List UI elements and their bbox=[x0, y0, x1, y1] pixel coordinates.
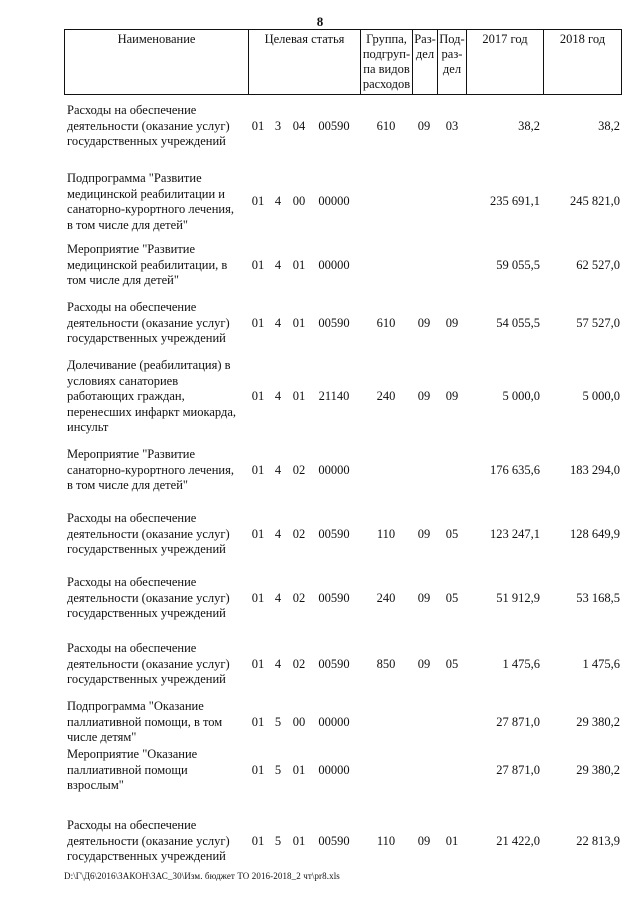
row-name-line: деятельности (оказание услуг) bbox=[67, 526, 230, 541]
row-name bbox=[67, 575, 247, 622]
section-code: 09 bbox=[417, 833, 431, 848]
target-code-event: 01 bbox=[292, 315, 306, 330]
row-name-line: Расходы на обеспечение bbox=[67, 103, 197, 117]
target-code-program: 01 bbox=[251, 656, 265, 671]
row-name-line: санаторно-курортного лечения, bbox=[67, 462, 234, 477]
target-code-program: 01 bbox=[251, 714, 265, 729]
row-name-line: Расходы на обеспечение bbox=[67, 300, 197, 314]
amount-2018: 62 527,0 bbox=[576, 257, 620, 272]
row-name bbox=[67, 103, 247, 150]
expense-group: 610 bbox=[376, 118, 396, 133]
expense-group: 610 bbox=[376, 315, 396, 330]
header-subsection bbox=[438, 30, 467, 95]
target-code-event: 01 bbox=[292, 389, 306, 404]
row-name bbox=[67, 242, 247, 289]
header-year-2018: 2018 год bbox=[544, 30, 622, 95]
row-name-line: Расходы на обеспечение bbox=[67, 511, 197, 525]
target-code-event: 02 bbox=[292, 656, 306, 671]
row-name-line: в том числе для детей" bbox=[67, 478, 188, 493]
target-code-subprogram: 4 bbox=[274, 389, 282, 404]
target-code-event: 00 bbox=[292, 714, 306, 729]
row-name-line: государственных учреждений bbox=[67, 606, 226, 621]
amount-2017: 51 912,9 bbox=[496, 590, 540, 605]
row-name-line: Долечивание (реабилитация) в bbox=[67, 358, 231, 372]
expense-group: 110 bbox=[376, 833, 396, 848]
target-code-direction: 00590 bbox=[318, 118, 350, 133]
header-section bbox=[413, 30, 438, 95]
amount-2017: 59 055,5 bbox=[496, 257, 540, 272]
amount-2017: 123 247,1 bbox=[490, 526, 540, 541]
section-code: 09 bbox=[417, 656, 431, 671]
row-name-line: перенесших инфаркт миокарда, bbox=[67, 404, 236, 419]
target-code-subprogram: 5 bbox=[274, 714, 282, 729]
row-name-line: Расходы на обеспечение bbox=[67, 641, 197, 655]
amount-2017: 54 055,5 bbox=[496, 315, 540, 330]
row-name-line: том числе для детей" bbox=[67, 273, 179, 288]
amount-2018: 183 294,0 bbox=[570, 462, 620, 477]
target-code-event: 02 bbox=[292, 462, 306, 477]
target-code-subprogram: 4 bbox=[274, 315, 282, 330]
row-name-line: государственных учреждений bbox=[67, 672, 226, 687]
row-name bbox=[67, 699, 247, 746]
row-name-line: Мероприятие "Развитие bbox=[67, 242, 196, 256]
target-code-program: 01 bbox=[251, 762, 265, 777]
target-code-program: 01 bbox=[251, 315, 265, 330]
target-code-subprogram: 4 bbox=[274, 656, 282, 671]
header-group-line: Группа, bbox=[366, 32, 407, 46]
amount-2017: 1 475,6 bbox=[502, 656, 540, 671]
target-code-subprogram: 4 bbox=[274, 590, 282, 605]
row-name-line: Мероприятие "Оказание bbox=[67, 747, 198, 761]
target-code-direction: 00590 bbox=[318, 526, 350, 541]
target-code-direction: 00000 bbox=[318, 762, 350, 777]
section-code: 09 bbox=[417, 526, 431, 541]
page-number: 8 bbox=[316, 14, 324, 29]
row-name-line: паллиативной помощи, в том bbox=[67, 714, 223, 729]
amount-2018: 1 475,6 bbox=[582, 656, 620, 671]
target-code-subprogram: 4 bbox=[274, 526, 282, 541]
target-code-direction: 00590 bbox=[318, 590, 350, 605]
target-code-subprogram: 4 bbox=[274, 194, 282, 209]
row-name bbox=[67, 300, 247, 347]
target-code-direction: 00000 bbox=[318, 194, 350, 209]
row-name-line: работающих граждан, bbox=[67, 389, 185, 404]
amount-2017: 27 871,0 bbox=[496, 714, 540, 729]
target-code-subprogram: 4 bbox=[274, 462, 282, 477]
amount-2018: 22 813,9 bbox=[576, 833, 620, 848]
target-code-program: 01 bbox=[251, 590, 265, 605]
subsection-code: 05 bbox=[445, 590, 459, 605]
amount-2018: 5 000,0 bbox=[582, 389, 620, 404]
section-code: 09 bbox=[417, 118, 431, 133]
file-path-footer: D:\Г\Д6\2016\ЗАКОН\ЗАС_30\Изм. бюджет ТО 2016-2018_2 чт\pr8.xls bbox=[64, 871, 340, 881]
section-code: 09 bbox=[417, 389, 431, 404]
target-code-event: 01 bbox=[292, 762, 306, 777]
target-code-program: 01 bbox=[251, 526, 265, 541]
row-name bbox=[67, 747, 247, 794]
header-subsection-line: раз- bbox=[441, 47, 463, 61]
target-code-program: 01 bbox=[251, 118, 265, 133]
header-group-line: расходов bbox=[362, 77, 411, 91]
target-code-subprogram: 5 bbox=[274, 833, 282, 848]
section-code: 09 bbox=[417, 590, 431, 605]
section-code: 09 bbox=[417, 315, 431, 330]
row-name-line: Подпрограмма "Развитие bbox=[67, 171, 202, 185]
target-code-program: 01 bbox=[251, 462, 265, 477]
target-code-event: 00 bbox=[292, 194, 306, 209]
target-code-direction: 00590 bbox=[318, 315, 350, 330]
expense-group: 110 bbox=[376, 526, 396, 541]
row-name-line: Подпрограмма "Оказание bbox=[67, 699, 204, 713]
header-section-line: дел bbox=[415, 47, 435, 61]
amount-2018: 38,2 bbox=[598, 118, 620, 133]
amount-2018: 53 168,5 bbox=[576, 590, 620, 605]
amount-2017: 27 871,0 bbox=[496, 762, 540, 777]
target-code-direction: 00590 bbox=[318, 656, 350, 671]
subsection-code: 05 bbox=[445, 526, 459, 541]
row-name-line: Мероприятие "Развитие bbox=[67, 447, 196, 461]
header-group bbox=[361, 30, 413, 95]
subsection-code: 01 bbox=[445, 833, 459, 848]
header-year-2017: 2017 год bbox=[467, 30, 544, 95]
row-name bbox=[67, 171, 247, 233]
amount-2018: 245 821,0 bbox=[570, 194, 620, 209]
expense-group: 240 bbox=[376, 389, 396, 404]
target-code-event: 04 bbox=[292, 118, 306, 133]
row-name-line: Расходы на обеспечение bbox=[67, 818, 197, 832]
subsection-code: 03 bbox=[445, 118, 459, 133]
target-code-direction: 21140 bbox=[318, 389, 350, 404]
target-code-event: 01 bbox=[292, 257, 306, 272]
subsection-code: 09 bbox=[445, 315, 459, 330]
row-name bbox=[67, 511, 247, 558]
row-name-line: Расходы на обеспечение bbox=[67, 575, 197, 589]
row-name-line: санаторно-курортного лечения, bbox=[67, 202, 234, 217]
row-name-line: в том числе для детей" bbox=[67, 217, 188, 232]
target-code-program: 01 bbox=[251, 257, 265, 272]
target-code-direction: 00000 bbox=[318, 462, 350, 477]
target-code-event: 02 bbox=[292, 526, 306, 541]
target-code-event: 02 bbox=[292, 590, 306, 605]
target-code-direction: 00000 bbox=[318, 714, 350, 729]
row-name-line: инсульт bbox=[67, 420, 109, 435]
row-name-line: деятельности (оказание услуг) bbox=[67, 118, 230, 133]
header-group-line: па видов bbox=[363, 62, 410, 76]
header-subsection-line: дел bbox=[442, 62, 462, 76]
amount-2018: 57 527,0 bbox=[576, 315, 620, 330]
expense-group: 240 bbox=[376, 590, 396, 605]
row-name bbox=[67, 818, 247, 865]
header-target-article: Целевая статья bbox=[249, 30, 361, 95]
header-subsection-line: Под- bbox=[439, 32, 465, 46]
target-code-subprogram: 5 bbox=[274, 762, 282, 777]
row-name-line: медицинской реабилитации и bbox=[67, 186, 225, 201]
target-code-program: 01 bbox=[251, 833, 265, 848]
amount-2017: 176 635,6 bbox=[490, 462, 540, 477]
target-code-subprogram: 3 bbox=[274, 118, 282, 133]
subsection-code: 09 bbox=[445, 389, 459, 404]
target-code-direction: 00590 bbox=[318, 833, 350, 848]
row-name-line: государственных учреждений bbox=[67, 331, 226, 346]
row-name-line: государственных учреждений bbox=[67, 849, 226, 864]
target-code-program: 01 bbox=[251, 389, 265, 404]
target-code-event: 01 bbox=[292, 833, 306, 848]
row-name-line: паллиативной помощи bbox=[67, 762, 188, 777]
row-name-line: государственных учреждений bbox=[67, 134, 226, 149]
row-name-line: медицинской реабилитации, в bbox=[67, 257, 228, 272]
row-name-line: деятельности (оказание услуг) bbox=[67, 315, 230, 330]
header-section-line: Раз- bbox=[414, 32, 436, 46]
row-name-line: взрослым" bbox=[67, 778, 124, 793]
amount-2017: 5 000,0 bbox=[502, 389, 540, 404]
row-name-line: числе детям" bbox=[67, 730, 137, 745]
target-code-program: 01 bbox=[251, 194, 265, 209]
expense-group: 850 bbox=[376, 656, 396, 671]
amount-2018: 128 649,9 bbox=[570, 526, 620, 541]
target-code-direction: 00000 bbox=[318, 257, 350, 272]
row-name bbox=[67, 358, 247, 436]
row-name-line: деятельности (оказание услуг) bbox=[67, 833, 230, 848]
subsection-code: 05 bbox=[445, 656, 459, 671]
row-name-line: деятельности (оказание услуг) bbox=[67, 590, 230, 605]
amount-2017: 21 422,0 bbox=[496, 833, 540, 848]
header-name: Наименование bbox=[65, 30, 249, 95]
amount-2018: 29 380,2 bbox=[576, 714, 620, 729]
row-name bbox=[67, 447, 247, 494]
row-name-line: государственных учреждений bbox=[67, 542, 226, 557]
header-group-line: подгруп- bbox=[362, 47, 411, 61]
row-name-line: условиях санаториев bbox=[67, 373, 179, 388]
target-code-subprogram: 4 bbox=[274, 257, 282, 272]
amount-2018: 29 380,2 bbox=[576, 762, 620, 777]
amount-2017: 38,2 bbox=[518, 118, 540, 133]
row-name-line: деятельности (оказание услуг) bbox=[67, 656, 230, 671]
row-name bbox=[67, 641, 247, 688]
amount-2017: 235 691,1 bbox=[490, 194, 540, 209]
table-header bbox=[64, 29, 622, 95]
